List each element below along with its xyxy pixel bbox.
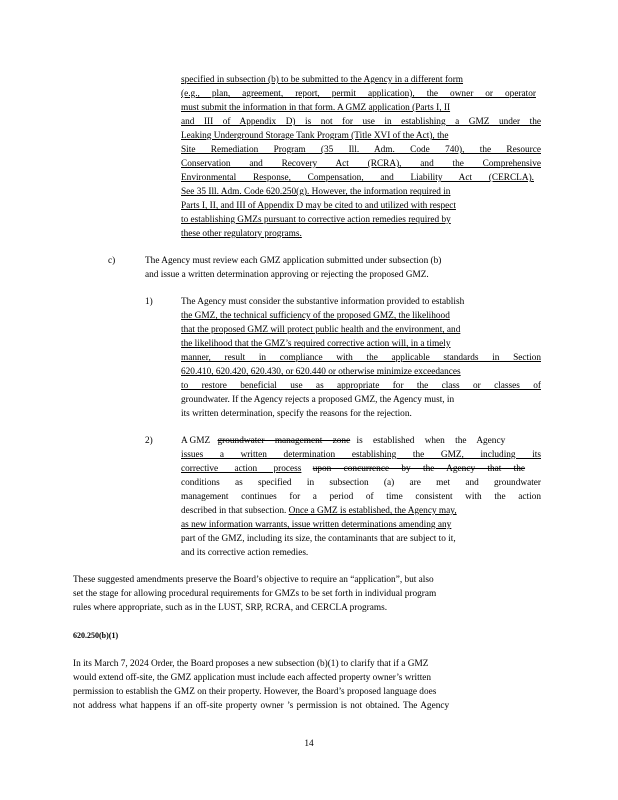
item-1-label: 1) [145, 297, 153, 307]
text-run: described in that subsection. [181, 506, 289, 516]
text-line: Leaking Underground Storage Tank Program (Title XVI of the Act), the [181, 131, 449, 141]
text-line: rules where appropriate, such as in the LUST, SRP, RCRA, and CERCLA programs. [73, 603, 388, 613]
text-line: Parts I, II, and III of Appendix D may be cited to and utilized with respect [181, 201, 456, 211]
text-line: groundwater. If the Agency rejects a proposed GMZ, the Agency must, in [181, 395, 455, 405]
text-line: permission to establish the GMZ on their property. However, the Board’s proposed language does [73, 687, 437, 697]
text-line: its written determination, specify the reasons for the rejection. [181, 409, 412, 419]
text-run: Once a GMZ is established, the Agency may, [288, 506, 457, 516]
text-line [181, 505, 457, 517]
text-line: and issue a written determination approving or rejecting the proposed GMZ. [145, 270, 429, 280]
text-line: the GMZ, the technical sufficiency of the proposed GMZ, the likelihood [181, 311, 450, 321]
text-line: (e.g., plan, agreement, report, permit application), the owner or operator [181, 89, 536, 99]
text-line: to restore beneficial use as appropriate for the class or classes of [181, 381, 541, 391]
text-line: Site Remediation Program (35 Ill. Adm. Code 740), the Resource [181, 145, 541, 155]
text-line [181, 435, 505, 447]
text-line: manner, result in compliance with the applicable standards in Section [181, 353, 541, 363]
text-line: Environmental Response, Compensation, and Liability Act (CERCLA). [181, 173, 534, 183]
text-line: and III of Appendix D) is not for use in establishing a GMZ under the [181, 117, 541, 127]
deleted-text: groundwater management zone [217, 436, 351, 446]
text-line: conditions as specified in subsection (a) are met and groundwater [181, 478, 541, 488]
text-line: These suggested amendments preserve the Board’s objective to require an “application”, but also [73, 575, 434, 585]
text-line: The Agency must review each GMZ application submitted under subsection (b) [145, 256, 442, 266]
text-line: management continues for a period of time consistent with the action [181, 492, 541, 502]
subsection-c-label: c) [108, 256, 116, 266]
text-line: the likelihood that the GMZ’s required corrective action will, in a timely [181, 339, 451, 349]
text-line: issues a written determination establishing the GMZ, including its [181, 450, 541, 460]
text-line: not address what happens if an off-site property owner ’s permission is not obtained. The Agency [73, 701, 450, 711]
text-line: In its March 7, 2024 Order, the Board proposes a new subsection (b)(1) to clarify that if a GMZ [73, 659, 429, 669]
text-line: that the proposed GMZ will protect public health and the environment, and [181, 325, 461, 335]
section-heading: 620.250(b)(1) [73, 631, 119, 640]
text-line: part of the GMZ, including its size, the contaminants that are subject to it, [181, 534, 456, 544]
text-run: A GMZ [181, 436, 211, 446]
text-line: as new information warrants, issue written determinations amending any [181, 520, 452, 530]
text-line [181, 463, 525, 475]
text-line: Conservation and Recovery Act (RCRA), and the Comprehensive [181, 159, 541, 169]
text-line: The Agency must consider the substantive information provided to establish [181, 297, 465, 307]
text-line: to establishing GMZs pursuant to corrective action remedies required by [181, 215, 451, 225]
text-line: these other regulatory programs. [181, 229, 302, 239]
text-line: set the stage for allowing procedural requirements for GMZs to be set forth in individual program [73, 589, 437, 599]
deleted-text: upon concurrence by the Agency that the [312, 464, 526, 474]
text-run: corrective action process [181, 464, 302, 474]
text-line: must submit the information in that form. A GMZ application (Parts I, II [181, 103, 451, 113]
text-line: specified in subsection (b) to be submitted to the Agency in a different form [181, 75, 464, 85]
text-line: 620.410, 620.420, 620.430, or 620.440 or otherwise minimize exceedances [181, 367, 461, 377]
text-run: is established when the Agency [356, 436, 506, 446]
page-number: 14 [304, 739, 314, 749]
text-line: and its corrective action remedies. [181, 548, 309, 558]
text-line: See 35 Ill. Adm. Code 620.250(g). However, the information required in [181, 187, 451, 197]
text-line: would extend off-site, the GMZ application must include each affected property owner’s written [73, 673, 432, 683]
item-2-label: 2) [145, 436, 153, 446]
